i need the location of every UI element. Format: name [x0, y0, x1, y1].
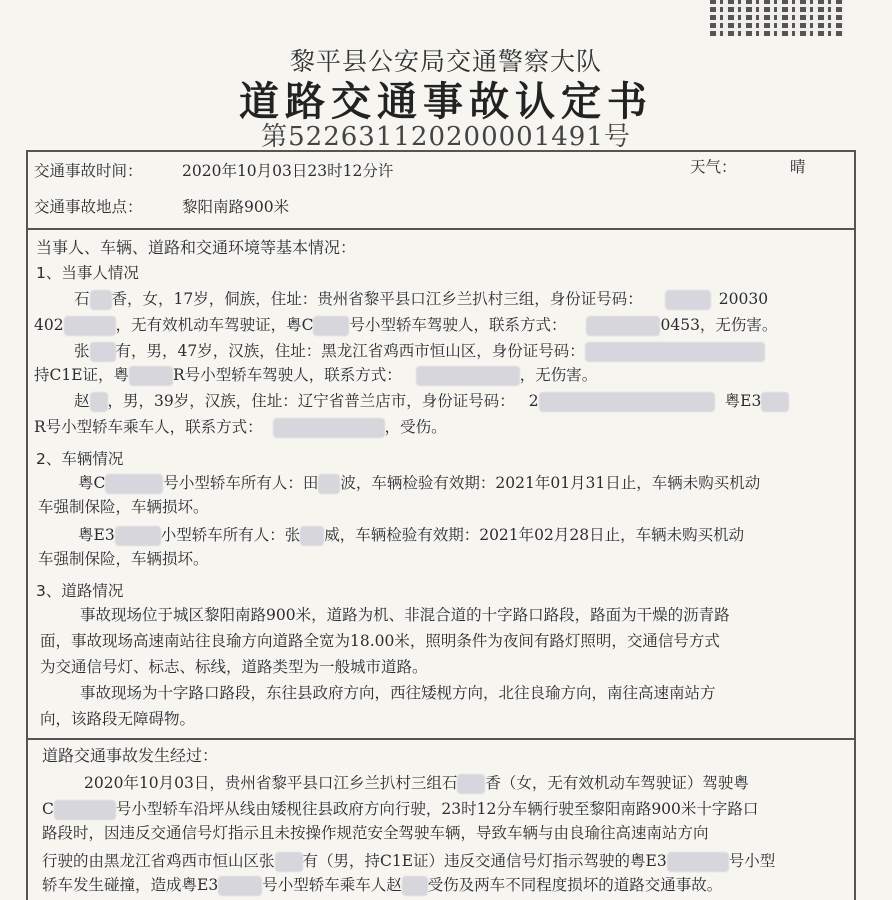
incident-place-label: 交通事故地点： — [34, 198, 143, 216]
qr-code-icon — [710, 0, 844, 36]
incident-time-label: 交通事故时间： — [34, 162, 143, 180]
issuing-agency: 黎平县公安局交通警察大队 — [289, 47, 602, 76]
weather-value: 晴 — [790, 158, 806, 176]
process-line-2: C 号小型轿车沿坪从线由矮枧往县政府方向行驶，23时12分车辆行驶至黎阳南路900米十字路口 — [42, 800, 759, 818]
party-1-line-1: 石 香，女，17岁，侗族，住址：贵州省黎平县口江乡兰扒村三组，身份证号码： 20030 — [74, 290, 769, 308]
vehicle-2-line-2: 车强制保险，车辆损坏。 — [38, 550, 209, 568]
process-line-4: 行驶的由黑龙江省鸡西市恒山区张 有（男，持C1E证）违反交通信号灯指示驾驶的粤E3 号小型 — [42, 852, 776, 870]
road-line-5: 向，该路段无障碍物。 — [40, 710, 196, 728]
road-line-1: 事故现场位于城区黎阳南路900米，道路为机、非混合道的十字路口路段，路面为干燥的沥青路 — [80, 606, 730, 624]
party-3-line-1: 赵 ，男，39岁，汉族，住址：辽宁省普兰店市，身份证号码： 2 粤E3 — [74, 392, 789, 412]
party-2-line-2: 持C1E证，粤 R号小型轿车驾驶人，联系方式： ，无伤害。 — [34, 366, 598, 384]
process-line-5: 轿车发生碰撞，造成粤E3 号小型轿车乘车人赵 受伤及两车不同程度损坏的道路交通事故。 — [42, 876, 723, 894]
process-line-1: 2020年10月03日，贵州省黎平县口江乡兰扒村三组石 香（女，无有效机动车驾驶证）驾驶粤 — [84, 774, 749, 792]
road-line-3: 为交通信号灯、标志、标线，道路类型为一般城市道路。 — [40, 658, 428, 676]
incident-place-value: 黎阳南路900米 — [182, 198, 290, 216]
process-line-3: 路段时，因违反交通信号灯指示且未按操作规范安全驾驶车辆，导致车辆与由良瑜往高速南站方向 — [42, 824, 709, 842]
basic-heading: 当事人、车辆、道路和交通环境等基本情况： — [36, 238, 357, 257]
vehicle-1-line-2: 车强制保险，车辆损坏。 — [38, 498, 209, 516]
party-2-line-1: 张 有，男，47岁，汉族，住址：黑龙江省鸡西市恒山区，身份证号码： — [74, 342, 765, 362]
party-3-line-2: R号小型轿车乘车人，联系方式： ，受伤。 — [34, 418, 447, 436]
divider — [26, 228, 856, 230]
vehicles-heading: 2、车辆情况 — [36, 450, 124, 468]
road-heading: 3、道路情况 — [36, 582, 124, 600]
party-1-line-2: 402 ，无有效机动车驾驶证，粤C 号小型轿车驾驶人，联系方式： 0453，无伤害。 — [34, 316, 778, 334]
document-title: 道路交通事故认定书 — [239, 78, 653, 125]
incident-time-value: 2020年10月03日23时12分许 — [182, 162, 394, 180]
road-line-4: 事故现场为十字路口路段，东往县政府方向，西往矮枧方向，北往良瑜方向，南往高速南站方 — [80, 684, 716, 702]
road-line-2: 面，事故现场高速南站往良瑜方向道路全宽为18.00米，照明条件为夜间有路灯照明，交通信号方式 — [40, 632, 720, 650]
process-heading: 道路交通事故发生经过： — [42, 746, 219, 765]
weather-label: 天气： — [690, 158, 737, 176]
divider — [26, 738, 856, 740]
vehicle-2-line-1: 粤E3 小型轿车所有人：张 威，车辆检验有效期：2021年02月28日止，车辆未购买机动 — [78, 526, 745, 544]
vehicle-1-line-1: 粤C 号小型轿车所有人：田 波，车辆检验有效期：2021年01月31日止，车辆未购买机动 — [78, 474, 761, 492]
parties-heading: 1、当事人情况 — [36, 264, 139, 282]
document-number: 第522631120200001491号 — [261, 122, 631, 152]
